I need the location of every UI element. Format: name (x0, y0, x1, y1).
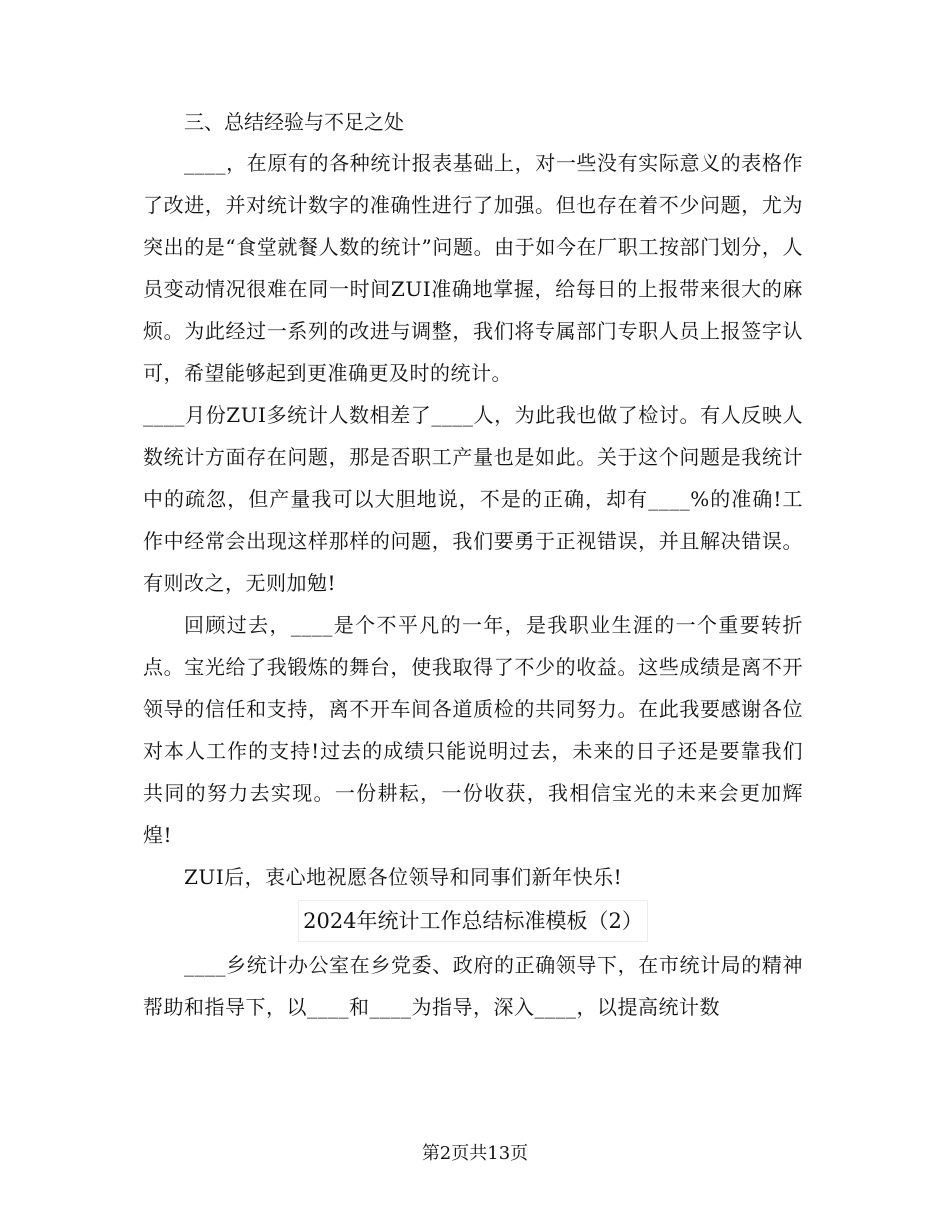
paragraph-stats-improvement: ____，在原有的各种统计报表基础上，对一些没有实际意义的表格作了改进，并对统计数字的准确性进行了加强。但也存在着不少问题，尤为突出的是“食堂就餐人数的统计”问题。由于如今在厂职工按部门划分，人员变动情况很难在同一时间ZUI准确地掌握，给每日的上报带来很大的麻烦。为此经过一系列的改进与调整，我们将专属部门专职人员上报签字认可，希望能够起到更准确更及时的统计。 (143, 151, 803, 385)
second-document-title: 2024年统计工作总结标准模板（2） (298, 900, 648, 942)
page-number: 第2页共13页 (421, 1143, 529, 1164)
document-body (143, 102, 803, 1028)
section-heading: 三、总结经验与不足之处 (184, 110, 404, 134)
paragraph-review: 回顾过去，____是个不平凡的一年，是我职业生涯的一个重要转折点。宝光给了我锻炼的舞台，使我取得了不少的收益。这些成绩是离不开领导的信任和支持，离不开车间各道质检的共同努力。在此我要感谢各位对本人工作的支持!过去的成绩只能说明过去，未来的日子还是要靠我们共同的努力去实现。一份耕耘，一份收获，我相信宝光的未来会更加辉煌! (143, 613, 803, 847)
second-title-wrap (143, 900, 803, 942)
paragraph-closing-wishes: ZUI后，衷心地祝愿各位领导和同事们新年快乐! (184, 865, 623, 889)
paragraph-monthly-discrepancy: ____月份ZUI多统计人数相差了____人，为此我也做了检讨。有人反映人数统计方面存在问题，那是否职工产量也是如此。关于这个问题是我统计中的疏忽，但产量我可以大胆地说，不是的正确，却有____%的准确!工作中经常会出现这样那样的问题，我们要勇于正视错误，并且解决错误。有则改之，无则加勉! (143, 403, 803, 595)
paragraph-second-intro: ____乡统计办公室在乡党委、政府的正确领导下，在市统计局的精神帮助和指导下，以____和____为指导，深入____，以提高统计数 (143, 953, 803, 1019)
